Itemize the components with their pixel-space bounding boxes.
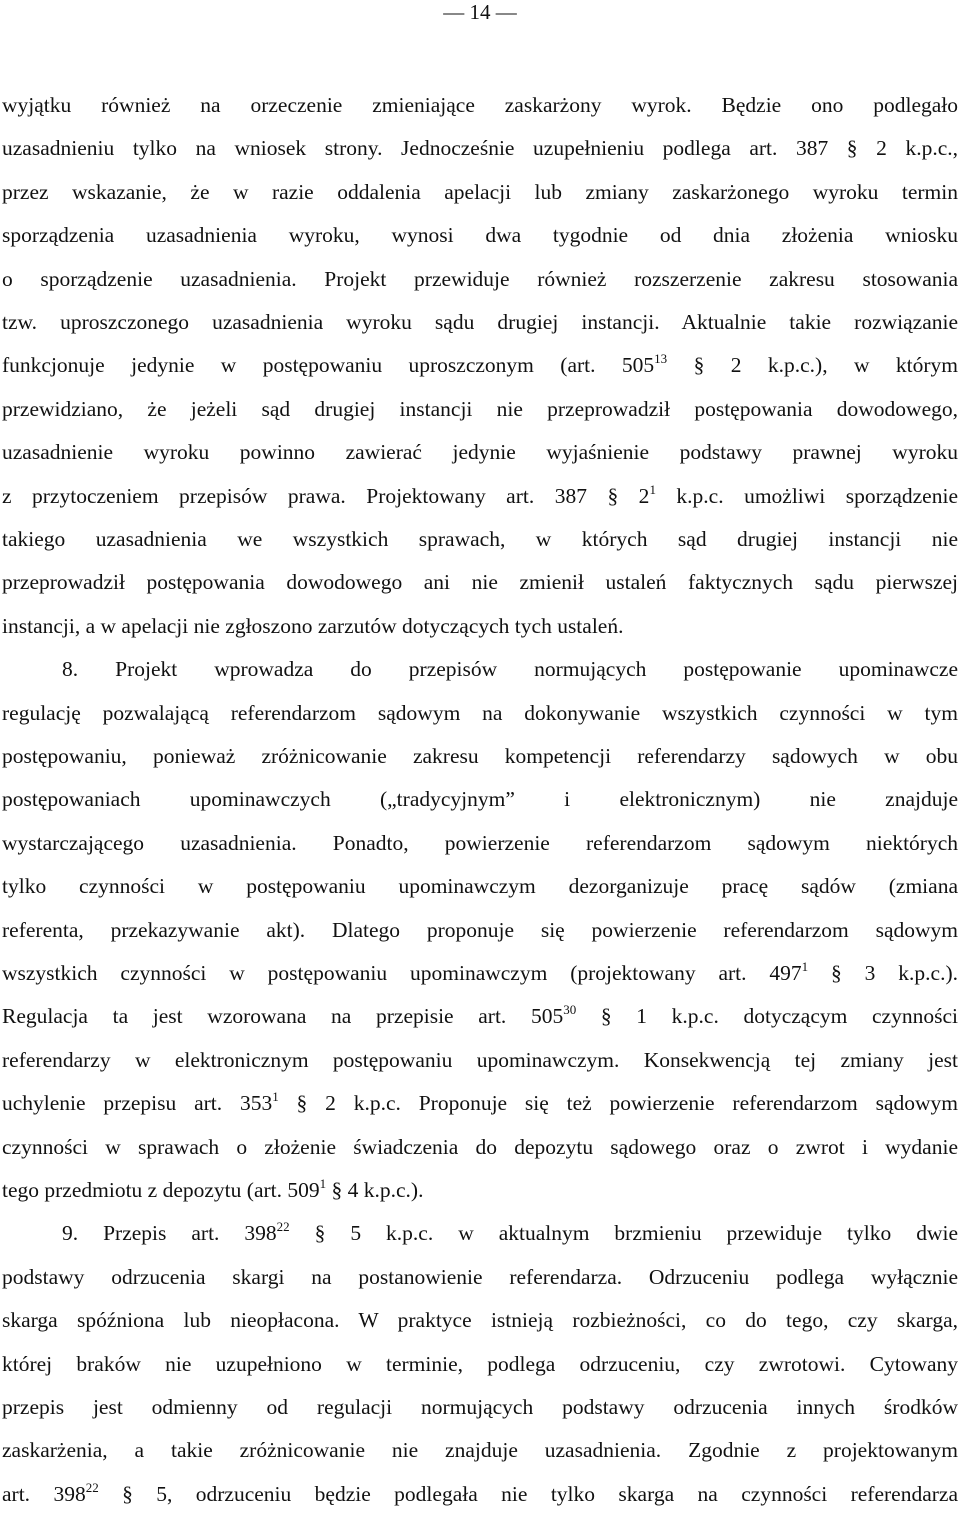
text-line: [2, 135, 958, 161]
text-segment: wystarczającego uzasadnienia. Ponadto, powierzenie referendarzom sądowym niektórych: [2, 831, 958, 855]
text-line: [2, 1134, 958, 1160]
text-segment: postępowaniu, ponieważ zróżnicowanie zakresu kompetencji referendarzy sądowych w obu: [2, 744, 958, 768]
superscript: 22: [276, 1219, 290, 1234]
text-segment: k.p.c. umożliwi sporządzenie: [655, 484, 958, 508]
text-segment: postępowaniach upominawczych („tradycyjnym” i elektronicznym) nie znajduje: [2, 787, 958, 811]
text-segment: podstawy odrzucenia skargi na postanowienie referendarza. Odrzuceniu podlega wyłącznie: [2, 1265, 958, 1289]
text-segment: § 4 k.p.c.).: [326, 1178, 424, 1202]
text-segment: przepis jest odmienny od regulacji normujących podstawy odrzucenia innych środków: [2, 1395, 958, 1419]
text-segment: tylko czynności w postępowaniu upominawczym dezorganizuje pracę sądów (zmiana: [2, 874, 958, 898]
text-segment: o sporządzenie uzasadnienia. Projekt przewiduje również rozszerzenie zakresu stosowania: [2, 267, 958, 291]
text-segment: uchylenie przepisu art. 353: [2, 1091, 273, 1115]
text-line: [2, 1003, 958, 1029]
text-line: [2, 1481, 958, 1507]
superscript: 30: [563, 1002, 577, 1017]
text-segment: sporządzenia uzasadnienia wyroku, wynosi dwa tygodnie od dnia złożenia wniosku: [2, 223, 958, 247]
text-segment: regulację pozwalającą referendarzom sądowym na dokonywanie wszystkich czynności w tym: [2, 701, 958, 725]
superscript: 22: [85, 1480, 99, 1495]
text-segment: przewidziano, że jeżeli sąd drugiej instancji nie przeprowadził postępowania dowodowego,: [2, 397, 958, 421]
text-segment: czynności w sprawach o złożenie świadczenia do depozytu sądowego oraz o zwrot i wydanie: [2, 1135, 958, 1159]
text-segment: tzw. uproszczonego uzasadnienia wyroku sądu drugiej instancji. Aktualnie takie rozwiązanie: [2, 310, 958, 334]
text-segment: art. 398: [2, 1482, 86, 1506]
text-line: [2, 1090, 958, 1116]
text-line: [2, 526, 958, 552]
text-line: [62, 1220, 958, 1246]
text-segment: wszystkich czynności w postępowaniu upominawczym (projektowany art. 497: [2, 961, 802, 985]
text-segment: instancji, a w apelacji nie zgłoszono zarzutów dotyczących tych ustaleń.: [2, 614, 624, 638]
text-line: [2, 92, 958, 118]
text-segment: takiego uzasadnienia we wszystkich sprawach, w których sąd drugiej instancji nie: [2, 527, 958, 551]
text-segment: referendarzy w elektronicznym postępowaniu upominawczym. Konsekwencją tej zmiany jest: [2, 1048, 958, 1072]
text-segment: Regulacja ta jest wzorowana na przepisie art. 505: [2, 1004, 564, 1028]
text-segment: uzasadnienie wyroku powinno zawierać jedynie wyjaśnienie podstawy prawnej wyroku: [2, 440, 958, 464]
text-segment: tego przedmiotu z depozytu (art. 509: [2, 1178, 320, 1202]
text-line: [2, 830, 958, 856]
text-segment: której braków nie uzupełniono w terminie, podlega odrzuceniu, czy zwrotowi. Cytowany: [2, 1352, 958, 1376]
text-segment: § 5 k.p.c. w aktualnym brzmieniu przewiduje tylko dwie: [289, 1221, 958, 1245]
text-line: [2, 222, 958, 248]
text-line: [2, 613, 958, 639]
text-segment: § 2 k.p.c.), w którym: [667, 353, 959, 377]
superscript: 1: [272, 1089, 279, 1104]
text-line: [2, 1047, 958, 1073]
text-line: [2, 1177, 958, 1203]
text-segment: § 3 k.p.c.).: [808, 961, 959, 985]
text-segment: referenta, przekazywanie akt). Dlatego proponuje się powierzenie referendarzom sądowym: [2, 918, 958, 942]
text-line: [2, 786, 958, 812]
text-segment: 9. Przepis art. 398: [62, 1221, 277, 1245]
text-line: [2, 1351, 958, 1377]
superscript: 1: [649, 482, 656, 497]
text-line: [2, 960, 958, 986]
text-segment: skarga spóźniona lub nieopłacona. W praktyce istnieją rozbieżności, co do tego, czy skarga,: [2, 1308, 958, 1332]
text-line: [2, 569, 958, 595]
text-segment: przez wskazanie, że w razie oddalenia apelacji lub zmiany zaskarżonego wyroku termin: [2, 180, 958, 204]
text-line: [2, 873, 958, 899]
text-segment: funkcjonuje jedynie w postępowaniu uproszczonym (art. 505: [2, 353, 655, 377]
text-segment: przeprowadził postępowania dowodowego ani nie zmienił ustaleń faktycznych sądu pierwszej: [2, 570, 958, 594]
text-line: [2, 1394, 958, 1420]
superscript: 1: [319, 1176, 327, 1191]
text-segment: zaskarżenia, a takie zróżnicowanie nie znajduje uzasadnienia. Zgodnie z projektowanym: [2, 1438, 958, 1462]
text-line: [2, 1264, 958, 1290]
text-line: [2, 179, 958, 205]
superscript: 1: [801, 959, 809, 974]
text-line: [2, 917, 958, 943]
text-line: [2, 266, 958, 292]
text-line: [2, 483, 958, 509]
text-segment: § 5, odrzuceniu będzie podlegała nie tylko skarga na czynności referendarza: [98, 1482, 958, 1506]
text-line: [62, 656, 958, 682]
text-line: [2, 352, 958, 378]
text-line: [2, 396, 958, 422]
text-line: [2, 309, 958, 335]
text-segment: 8. Projekt wprowadza do przepisów normujących postępowanie upominawcze: [62, 657, 958, 681]
text-segment: uzasadnieniu tylko na wniosek strony. Jednocześnie uzupełnieniu podlega art. 387 § 2 k.p.c.,: [2, 136, 958, 160]
text-line: [2, 743, 958, 769]
superscript: 13: [654, 351, 668, 366]
text-segment: wyjątku również na orzeczenie zmieniające zaskarżony wyrok. Będzie ono podlegało: [2, 93, 958, 117]
text-segment: z przytoczeniem przepisów prawa. Projektowany art. 387 § 2: [2, 484, 650, 508]
text-line: [2, 700, 958, 726]
text-segment: § 2 k.p.c. Proponuje się też powierzenie referendarzom sądowym: [278, 1091, 958, 1115]
text-segment: § 1 k.p.c. dotyczącym czynności: [576, 1004, 958, 1028]
page-number: — 14 —: [443, 0, 517, 24]
text-line: [2, 439, 958, 465]
text-line: [2, 1307, 958, 1333]
text-line: [2, 1437, 958, 1463]
